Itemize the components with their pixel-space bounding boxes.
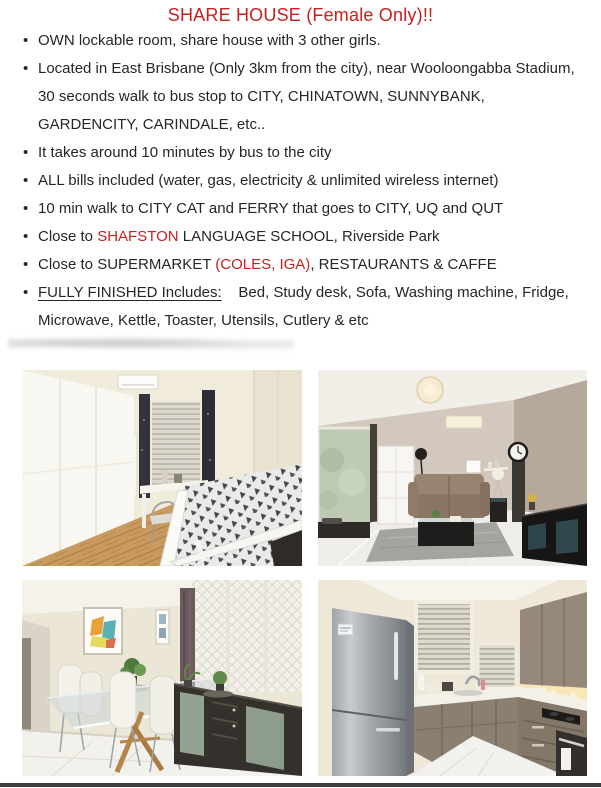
bullet-text: Bed, Study desk, Sofa, Washing machine, Fridge, Microwave, Kettle, Toaster, Utensils, Cutlery & etc <box>38 284 573 329</box>
page-title: SHARE HOUSE (Female Only)!! <box>167 5 434 25</box>
bullet-text: 10 min walk to CITY CAT and FERRY that goes to CITY, UQ and QUT <box>38 200 504 217</box>
photo-kitchen <box>318 580 587 776</box>
list-item <box>20 167 586 195</box>
bullet-text: Close to SUPERMARKET <box>38 256 216 273</box>
photo-living-room <box>318 370 587 566</box>
bullet-text-red: (COLES, IGA) <box>215 256 311 273</box>
bullet-text-underlined: FULLY FINISHED Includes: <box>38 284 222 301</box>
list-item <box>20 55 586 139</box>
erased-text-smudge <box>8 336 294 352</box>
bullet-text: LANGUAGE SCHOOL, Riverside Park <box>178 228 440 245</box>
feature-list <box>20 27 586 335</box>
bullet-text-red: SHAFSTON <box>97 228 179 245</box>
bullet-text: ALL bills included (water, gas, electricity & unlimited wireless internet) <box>38 172 499 189</box>
photo-dining-room <box>22 580 302 776</box>
page-divider <box>0 783 601 787</box>
bullet-text: , RESTAURANTS & CAFFE <box>310 256 497 273</box>
bullet-text: Close to <box>38 228 98 245</box>
list-item <box>20 279 586 335</box>
bullet-text: Located in East Brisbane (Only 3km from the city), near Wooloongabba Stadium, 30 seconds walk to bus stop to CITY, CHINATOWN, SUNNYBANK, GARDENCITY, CARINDALE, etc.. <box>38 60 579 133</box>
list-item <box>20 139 586 167</box>
list-item <box>20 251 586 279</box>
photo-bedroom <box>22 370 302 566</box>
bullet-text: It takes around 10 minutes by bus to the city <box>38 144 332 161</box>
bullet-text: OWN lockable room, share house with 3 other girls. <box>38 32 381 49</box>
list-item <box>20 223 586 251</box>
list-item <box>20 27 586 55</box>
list-item <box>20 195 586 223</box>
